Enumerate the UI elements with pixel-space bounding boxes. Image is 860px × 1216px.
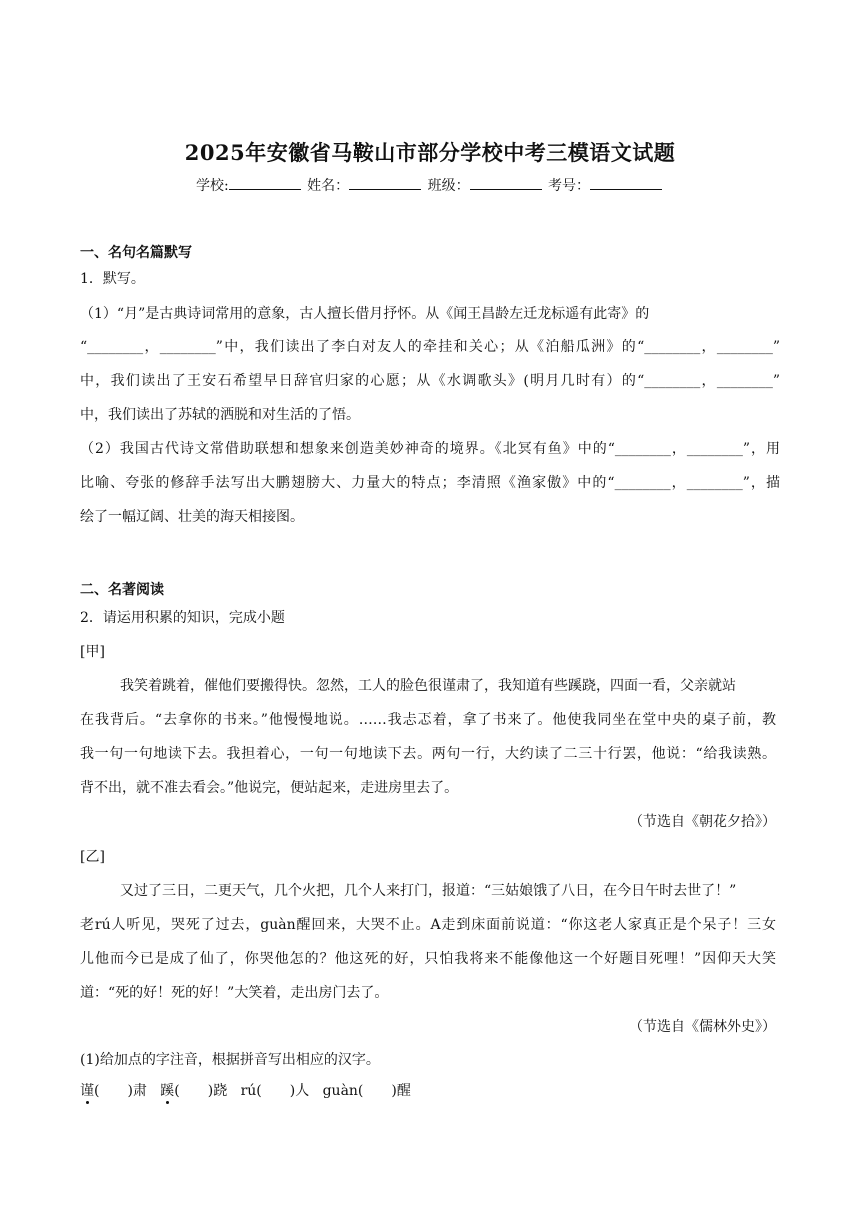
item-b-blank[interactable]: ( )跷 bbox=[174, 1083, 228, 1099]
item-c-blank[interactable]: rú( )人 bbox=[240, 1083, 310, 1099]
jia-line-2: 在我背后。“去拿你的书来。”他慢慢地说。……我忐忑着，拿了书来了。他使我同坐在堂中央的桌子前，教 bbox=[80, 712, 776, 728]
item-d-blank[interactable]: guàn( )醒 bbox=[322, 1083, 411, 1099]
passage-jia-label: [甲] bbox=[80, 644, 105, 660]
school-label: 学校: bbox=[195, 178, 229, 194]
name-blank[interactable] bbox=[349, 175, 421, 190]
school-blank[interactable] bbox=[229, 175, 301, 190]
jia-line-3: 我一句一句地读下去。我担着心，一句一句地读下去。两句一行，大约读了二三十行罢，他说：“给我读熟。 bbox=[80, 746, 776, 762]
question-2-stem: 2．请运用积累的知识，完成小题 bbox=[80, 610, 285, 626]
dotted-char-qi: 蹊 bbox=[160, 1083, 175, 1099]
question-1-stem: 1．默写。 bbox=[80, 271, 145, 287]
sub-question-1-stem: (1)给加点的字注音，根据拼音写出相应的汉字。 bbox=[80, 1052, 380, 1068]
page-title: 2025年安徽省马鞍山市部分学校中考三模语文试题 bbox=[184, 140, 676, 165]
dotted-char-jin: 谨 bbox=[80, 1083, 94, 1099]
exam-number-label: 考号： bbox=[548, 178, 591, 194]
class-label: 班级： bbox=[427, 178, 470, 194]
q1-line-1: （1）“月”是古典诗词常用的意象，古人擅长借月抒怀。从《闻王昌龄左迁龙标遥有此寄》的 bbox=[80, 306, 650, 322]
section-heading-2: 二、名著阅读 bbox=[80, 582, 164, 598]
item-a-blank[interactable]: ( )肃 bbox=[94, 1083, 147, 1099]
yi-line-4: 道：“死的好！死的好！”大笑着，走出房门去了。 bbox=[80, 985, 389, 1001]
q1-line-2: “________，________”中，我们读出了李白对友人的牵挂和关心；从《泊船瓜洲》的“________，________” bbox=[80, 339, 780, 355]
jia-source: （节选自《朝花夕拾》） bbox=[629, 814, 776, 830]
student-info-line bbox=[0, 175, 860, 195]
q1-line-4: 中，我们读出了苏轼的洒脱和对生活的了悟。 bbox=[80, 407, 360, 423]
q1-line-3: 中，我们读出了王安石希望早日辞官归家的心愿；从《水调歌头》(明月几时有）的“________，________” bbox=[80, 373, 780, 389]
jia-line-1: 我笑着跳着，催他们要搬得快。忽然，工人的脸色很谨肃了，我知道有些蹊跷，四面一看，父亲就站 bbox=[120, 678, 736, 694]
name-label: 姓名： bbox=[307, 178, 350, 194]
yi-line-3: 儿他而今已是成了仙了，你哭他怎的？他这死的好，只怕我将来不能像他这一个好题目死哩！”因仰天大笑 bbox=[80, 951, 776, 967]
passage-yi-label: [乙] bbox=[80, 849, 105, 865]
exam-number-blank[interactable] bbox=[590, 175, 662, 190]
q1-line-5: （2）我国古代诗文常借助联想和想象来创造美妙神奇的境界。《北冥有鱼》中的“________，________”，用 bbox=[80, 441, 780, 457]
yi-source: （节选自《儒林外史》） bbox=[629, 1019, 776, 1035]
section-heading-1: 一、名句名篇默写 bbox=[80, 245, 192, 261]
yi-line-1: 又过了三日，二更天气，几个火把，几个人来打门，报道：“三姑娘饿了八日，在今日午时去世了！” bbox=[120, 883, 737, 899]
yi-line-2: 老rú人听见，哭死了过去，guàn醒回来，大哭不止。A走到床面前说道：“你这老人家真正是个呆子！三女 bbox=[80, 917, 776, 933]
q1-line-6: 比喻、夸张的修辞手法写出大鹏翅膀大、力量大的特点；李清照《渔家傲》中的“________，________”，描 bbox=[80, 475, 780, 491]
sub-question-1-items bbox=[80, 1080, 780, 1100]
jia-line-4: 背不出，就不准去看会。”他说完，便站起来，走进房里去了。 bbox=[80, 780, 459, 796]
q1-line-7: 绘了一幅辽阔、壮美的海天相接图。 bbox=[80, 509, 304, 525]
class-blank[interactable] bbox=[470, 175, 542, 190]
